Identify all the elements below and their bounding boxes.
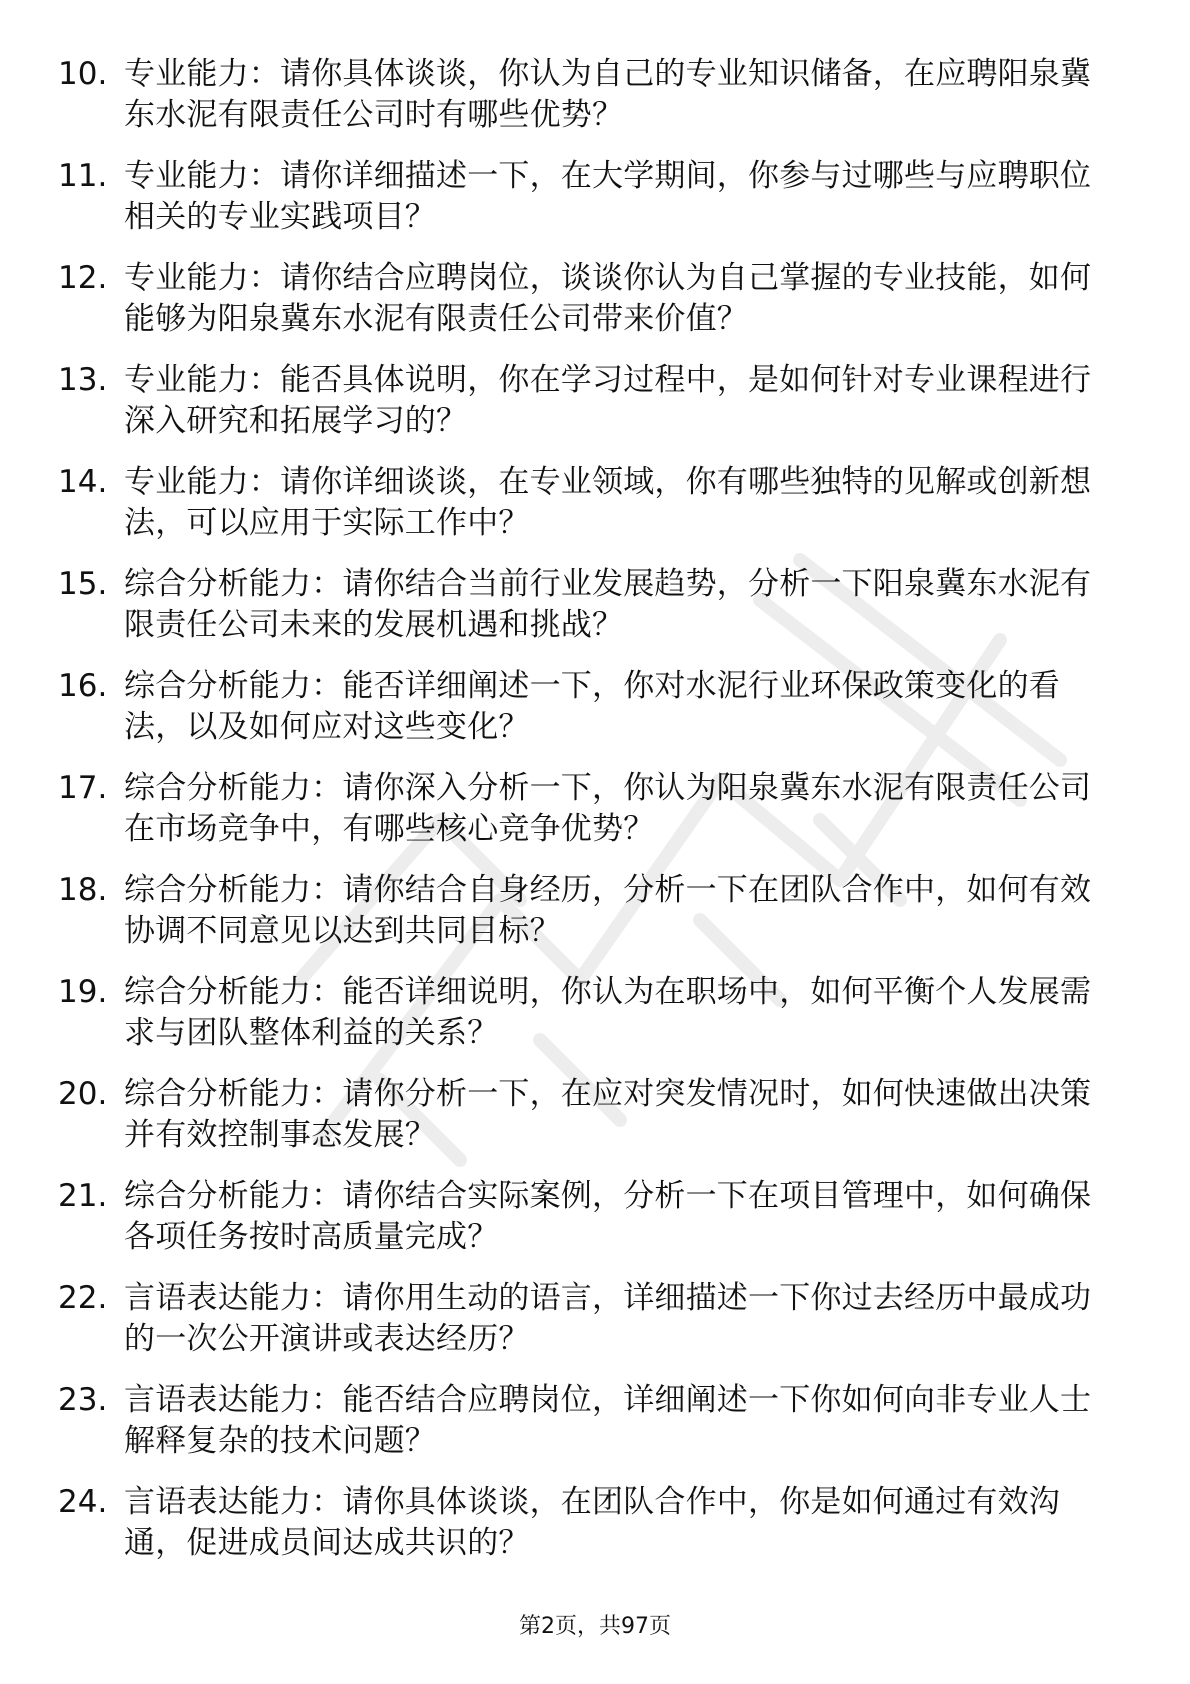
question-text: 综合分析能力：请你结合当前行业发展趋势，分析一下阳泉冀东水泥有限责任公司未来的发展机遇和挑战？ <box>124 566 1092 643</box>
page-number-footer: 第2页，共97页 <box>519 1614 671 1639</box>
list-item <box>0 1278 1190 1380</box>
list-item <box>0 54 1190 156</box>
question-number: 10. <box>58 56 108 92</box>
question-text: 言语表达能力：能否结合应聘岗位，详细阐述一下你如何向非专业人士解释复杂的技术问题？ <box>124 1382 1092 1459</box>
question-text: 专业能力：请你详细描述一下，在大学期间，你参与过哪些与应聘职位相关的专业实践项目？ <box>124 158 1092 235</box>
list-item <box>0 156 1190 258</box>
list-item <box>0 870 1190 972</box>
question-number: 13. <box>58 362 108 398</box>
question-text: 专业能力：能否具体说明，你在学习过程中，是如何针对专业课程进行深入研究和拓展学习的？ <box>124 362 1092 439</box>
question-text: 综合分析能力：请你结合自身经历，分析一下在团队合作中，如何有效协调不同意见以达到共同目标？ <box>124 872 1092 949</box>
question-number: 12. <box>58 260 108 296</box>
question-text: 综合分析能力：能否详细阐述一下，你对水泥行业环保政策变化的看法，以及如何应对这些变化？ <box>124 668 1060 745</box>
list-item <box>0 1482 1190 1584</box>
list-item <box>0 1380 1190 1482</box>
question-number: 22. <box>58 1280 108 1316</box>
question-text: 综合分析能力：请你结合实际案例，分析一下在项目管理中，如何确保各项任务按时高质量完成？ <box>124 1178 1092 1255</box>
list-item <box>0 972 1190 1074</box>
list-item <box>0 666 1190 768</box>
question-text: 专业能力：请你详细谈谈，在专业领域，你有哪些独特的见解或创新想法，可以应用于实际工作中？ <box>124 464 1092 541</box>
question-number: 21. <box>58 1178 108 1214</box>
list-item <box>0 462 1190 564</box>
list-item <box>0 1074 1190 1176</box>
question-number: 20. <box>58 1076 108 1112</box>
list-item <box>0 1176 1190 1278</box>
question-number: 18. <box>58 872 108 908</box>
question-list <box>0 54 1190 1584</box>
question-number: 17. <box>58 770 108 806</box>
list-item <box>0 768 1190 870</box>
question-text: 综合分析能力：请你深入分析一下，你认为阳泉冀东水泥有限责任公司在市场竞争中，有哪些核心竞争优势？ <box>124 770 1092 847</box>
question-text: 专业能力：请你结合应聘岗位，谈谈你认为自己掌握的专业技能，如何能够为阳泉冀东水泥有限责任公司带来价值？ <box>124 260 1092 337</box>
list-item <box>0 564 1190 666</box>
question-number: 11. <box>58 158 108 194</box>
question-text: 综合分析能力：能否详细说明，你认为在职场中，如何平衡个人发展需求与团队整体利益的关系？ <box>124 974 1092 1051</box>
list-item <box>0 360 1190 462</box>
question-number: 24. <box>58 1484 108 1520</box>
question-number: 19. <box>58 974 108 1010</box>
question-text: 综合分析能力：请你分析一下，在应对突发情况时，如何快速做出决策并有效控制事态发展？ <box>124 1076 1092 1153</box>
question-number: 14. <box>58 464 108 500</box>
list-item <box>0 258 1190 360</box>
question-number: 23. <box>58 1382 108 1418</box>
question-number: 15. <box>58 566 108 602</box>
question-text: 言语表达能力：请你具体谈谈，在团队合作中，你是如何通过有效沟通，促进成员间达成共识的？ <box>124 1484 1060 1561</box>
question-text: 言语表达能力：请你用生动的语言，详细描述一下你过去经历中最成功的一次公开演讲或表达经历？ <box>124 1280 1092 1357</box>
question-number: 16. <box>58 668 108 704</box>
question-text: 专业能力：请你具体谈谈，你认为自己的专业知识储备，在应聘阳泉冀东水泥有限责任公司时有哪些优势？ <box>124 56 1092 133</box>
